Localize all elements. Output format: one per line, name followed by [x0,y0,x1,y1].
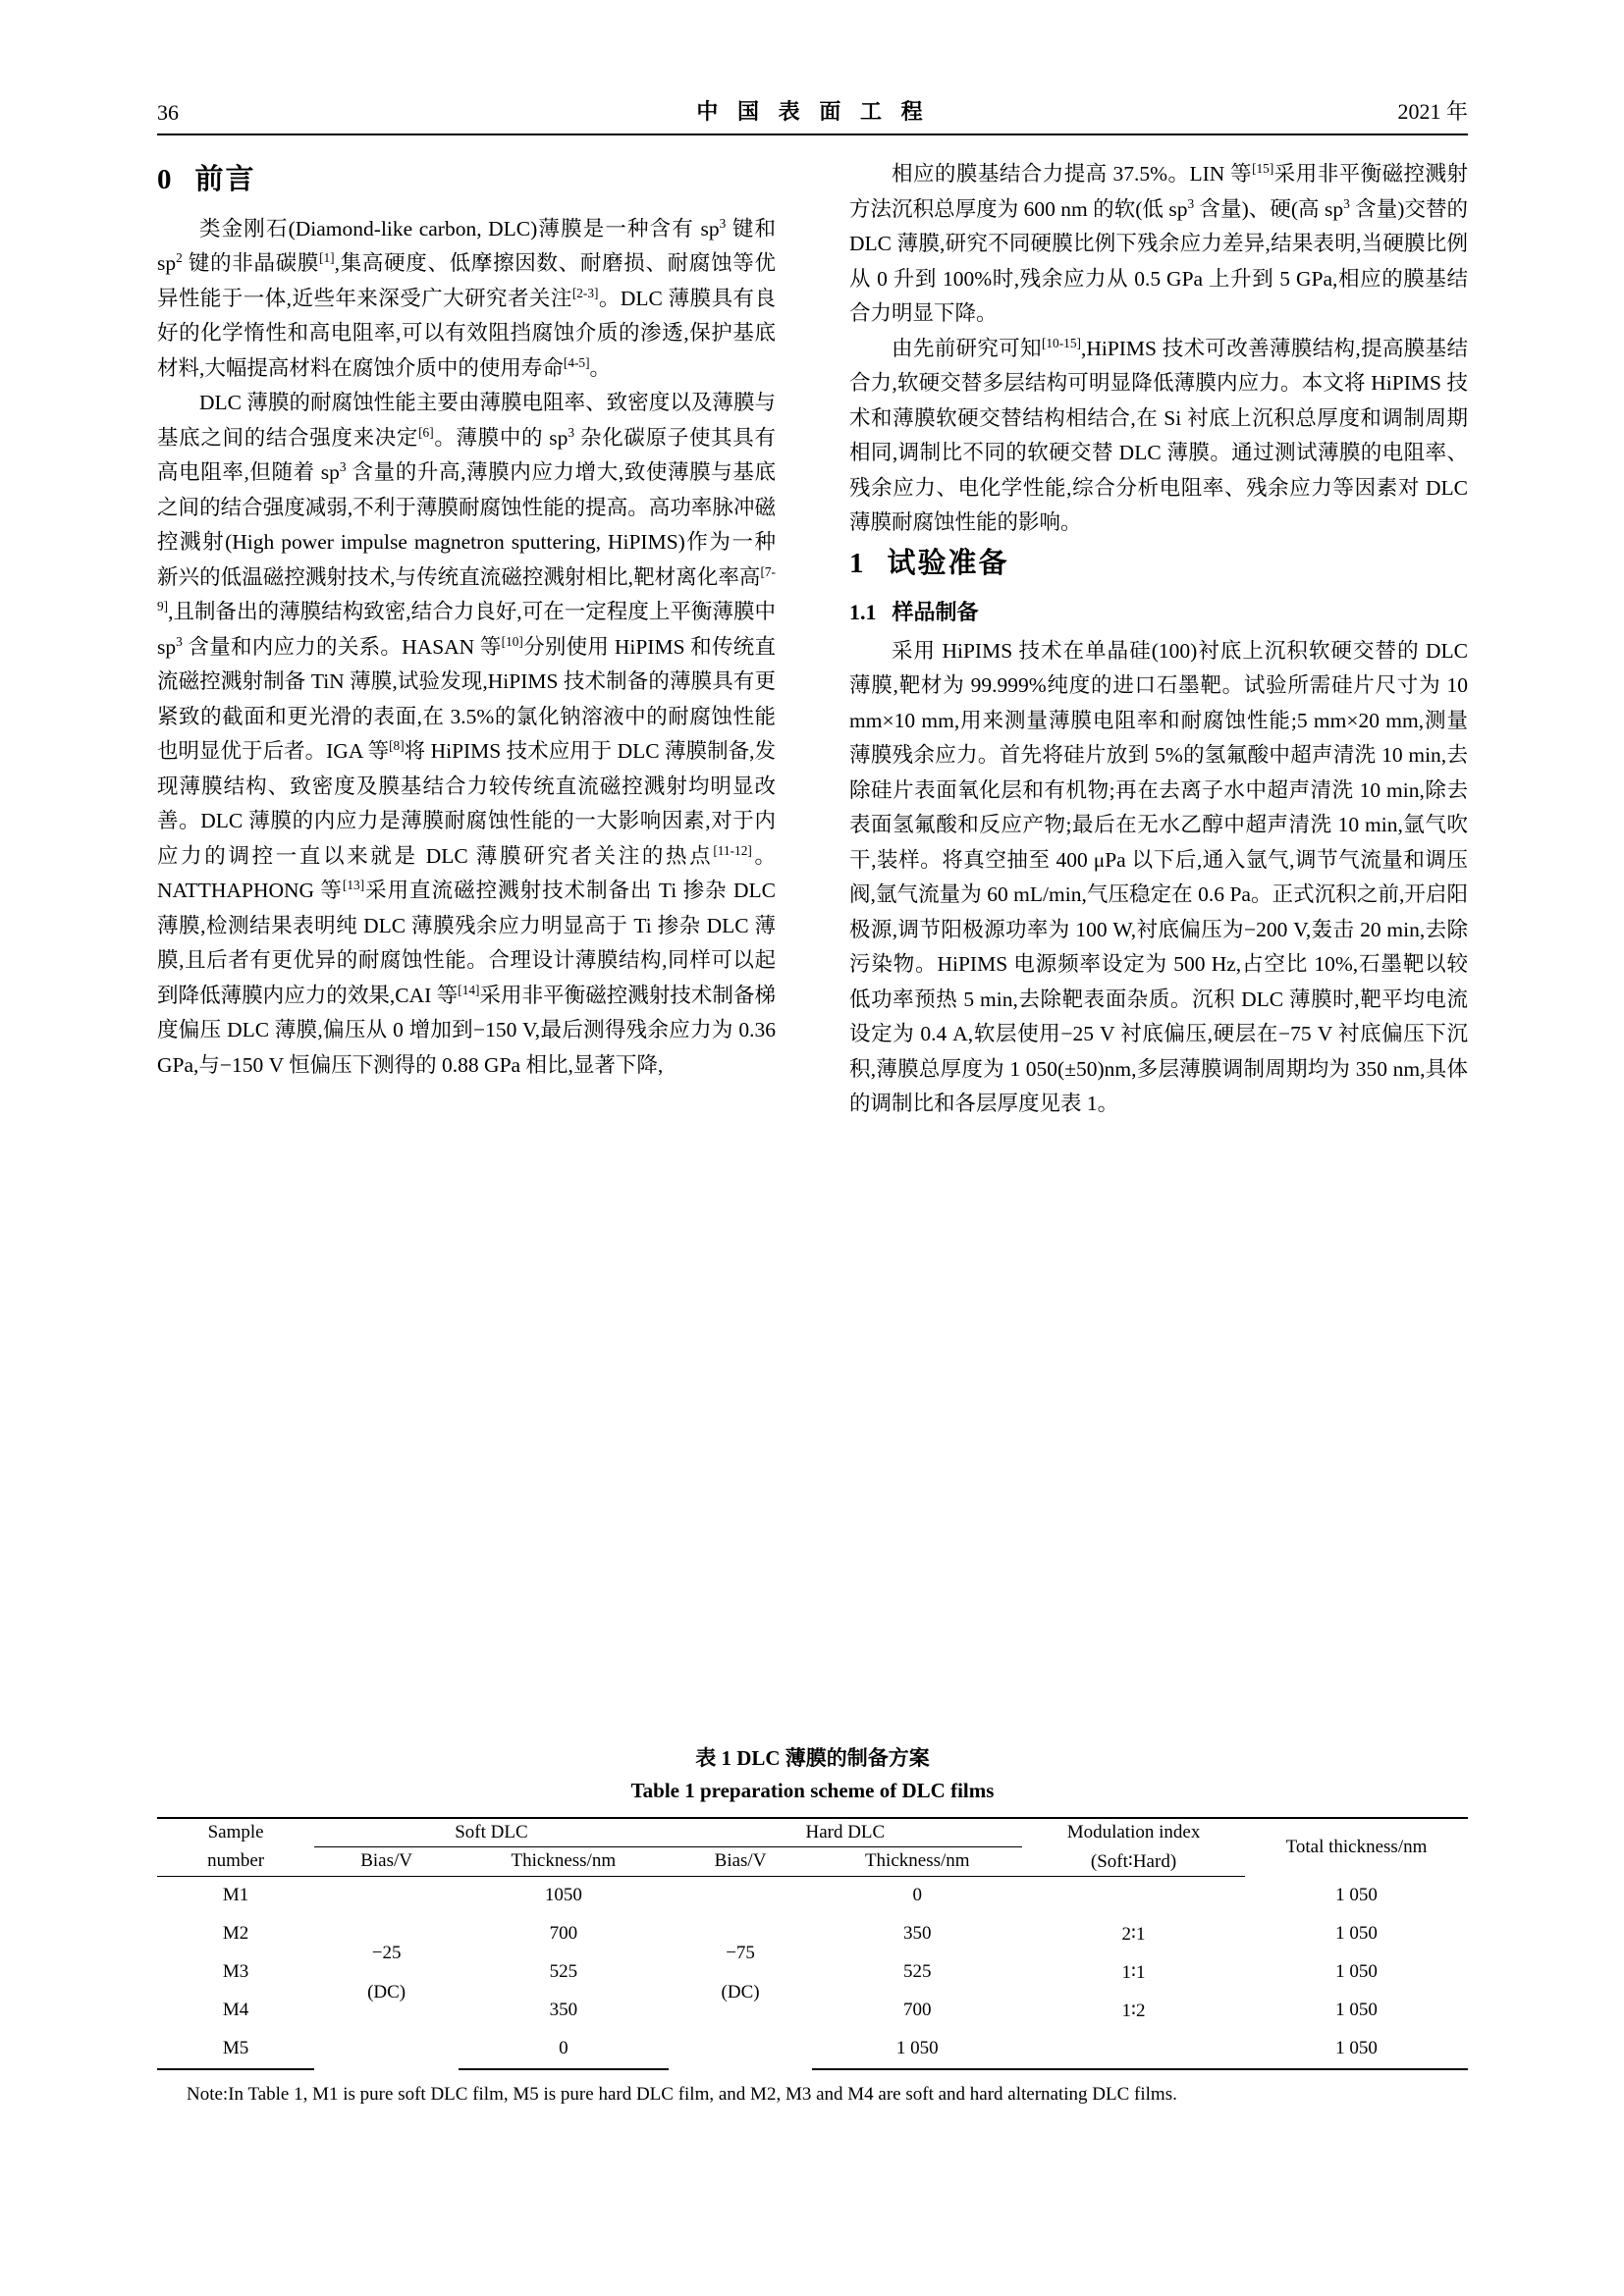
subsection-title: 样品制备 [892,600,979,624]
soft-bias-value: −25 [371,1942,402,1963]
page-number: 36 [157,100,179,125]
left-column [157,157,776,1083]
header-soft-bias: Bias/V [314,1847,459,1877]
cell-soft-bias [314,1876,459,2069]
subsection-number: 1.1 [849,600,877,624]
table-row [157,1876,1468,1915]
journal-title: 中 国 表 面 工 程 [696,99,929,125]
cell-modulation: 2∶1 [1121,1923,1146,1945]
paragraph: 类金刚石(Diamond-like carbon, DLC)薄膜是一种含有 $sp^3$ 键和 $sp^2$ 键的非晶碳膜[1],集高硬度、低摩擦因数、耐磨损、耐腐蚀等优异性能于一体,近些年来深受广大研究者关注[2-3]。DLC 薄膜具有良好的化学惰性和高电阻率,可以有效阻挡腐蚀介质的渗透,保护基底材料,大幅提高材料在腐蚀介质中的使用寿命[4-5]。 [157,215,776,380]
header-sample-line2: number [157,1847,314,1877]
publication-year: 2021 年 [1397,99,1468,124]
cell-modulation: 1∶1 [1121,1961,1146,1983]
header-modulation-sub: (Soft∶Hard) [1022,1847,1245,1877]
cell-total: 1 050 [1335,2000,1378,2020]
table-header-row-1 [157,1818,1468,1847]
cell-hard-thickness: 0 [912,1885,923,1905]
hard-bias-note: (DC) [721,1981,760,2002]
table-caption-en: Table 1 preparation scheme of DLC films [630,1779,995,1802]
subsection-heading-1-1 [849,595,1468,630]
header-divider [157,133,1468,135]
soft-bias-note: (DC) [367,1981,406,2002]
dlc-preparation-table [157,1817,1468,2070]
cell-soft-thickness: 0 [459,2030,669,2069]
section-heading-1 [849,547,1468,582]
paragraph: 由先前研究可知[10-15],HiPIMS 技术可改善薄膜结构,提高膜基结合力,软硬交替多层结构可明显降低薄膜内应力。本文将 HiPIMS 技术和薄膜软硬交替结构相结合,在 Si 衬底上沉积总厚度和调制周期相同,调制比不同的软硬交替 DLC 薄膜。通过测试薄膜的电阻率、残余应力、电化学性能,综合分析电阻率、残余应力等因素对 DLC 薄膜耐腐蚀性能的影响。 [849,335,1468,534]
cell-modulation [1022,2030,1245,2069]
paragraph: DLC 薄膜的耐腐蚀性能主要由薄膜电阻率、致密度以及薄膜与基底之间的结合强度来决定[6]。薄膜中的 $sp^3$ 杂化碳原子使其具有高电阻率,但随着 $sp^3$ 含量的升高,薄膜内应力增大,致使薄膜与基底之间的结合强度减弱,不利于薄膜耐腐蚀性能的提高。高功率脉冲磁控溅射(High power impulse magnetron sputtering, HiPIMS)作为一种新兴的低温磁控溅射技术,与传统直流磁控溅射相比,靶材离化率高[7-9],且制备出的薄膜结构致密,结合力良好,可在一定程度上平衡薄膜中 $sp^3$ 含量和内应力的关系。HASAN 等[10]分别使用 HiPIMS 和传统直流磁控溅射制备 TiN 薄膜,试验发现,HiPIMS 技术制备的薄膜具有更紧致的截面和更光滑的表面,在 3.5%的氯化钠溶液中的耐腐蚀性能也明显优于后者。IGA 等[8]将 HiPIMS 技术应用于 DLC 薄膜制备,发现薄膜结构、致密度及膜基结合力较传统直流磁控溅射均明显改善。DLC 薄膜的内应力是薄膜耐腐蚀性能的一大影响因素,对于内应力的调控一直以来就是 DLC 薄膜研究者关注的热点[11-12]。NATTHAPHONG 等[13]采用直流磁控溅射技术制备出 Ti 掺杂 DLC 薄膜,检测结果表明纯 DLC 薄膜残余应力明显高于 Ti 掺杂 DLC 薄膜,且后者有更优异的耐腐蚀性能。合理设计薄膜结构,同样可以起到降低薄膜内应力的效果,CAI 等[14]采用非平衡磁控溅射技术制备梯度偏压 DLC 薄膜,偏压从 0 增加到−150 V,最后测得残余应力为 0.36 GPa,与−150 V 恒偏压下测得的 0.88 GPa 相比,显著下降, [157,391,776,1077]
cell-total: 1 050 [1245,2030,1468,2069]
header-modulation-group: Modulation index [1022,1818,1245,1847]
section-number: 0 [157,164,174,195]
cell-hard-thickness: 700 [903,2000,932,2020]
cell-sample: M4 [222,2000,249,2020]
cell-sample: M3 [222,1961,249,1982]
paragraph: 采用 HiPIMS 技术在单晶硅(100)衬底上沉积软硬交替的 DLC 薄膜,靶材为 99.999%纯度的进口石墨靶。试验所需硅片尺寸为 10 mm×10 mm,用来测量薄膜电阻率和耐腐蚀性能;5 mm×20 mm,测量薄膜残余应力。首先将硅片放到 5%的氢氟酸中超声清洗 10 min,去除硅片表面氧化层和有机物;再在去离子水中超声清洗 10 min,除去表面氢氟酸和反应产物;最后在无水乙醇中超声清洗 10 min,氩气吹干,装样。将真空抽至 400 μPa 以下后,通入氩气,调节气流量和调压阀,氩气流量为 60 mL/min,气压稳定在 0.6 Pa。正式沉积之前,开启阳极源,调节阳极源功率为 100 W,衬底偏压为−200 V,轰击 20 min,去除污染物。HiPIMS 电源频率设定为 500 Hz,占空比 10%,石墨靶以较低功率预热 5 min,去除靶表面杂质。沉积 DLC 薄膜时,靶平均电流设定为 0.4 A,软层使用−25 V 衬底偏压,硬层在−75 V 衬底偏压下沉积,薄膜总厚度为 1 050(±50)nm,多层薄膜调制周期均为 350 nm,具体的调制比和各层厚度见表 1。 [849,638,1468,1115]
header-hard-bias: Bias/V [669,1847,813,1877]
header-hard-group: Hard DLC [669,1818,1022,1847]
section-title: 试验准备 [887,547,1009,579]
header-soft-group: Soft DLC [314,1818,668,1847]
page-header [157,86,1468,126]
cell-total: 1 050 [1335,1923,1378,1944]
cell-hard-thickness: 525 [903,1961,932,1982]
header-sample-line1: Sample [157,1818,314,1847]
header-soft-thickness: Thickness/nm [459,1847,669,1877]
section-heading-0 [157,163,776,198]
cell-hard-thickness: 350 [903,1923,932,1944]
paragraph: 相应的膜基结合力提高 37.5%。LIN 等[15]采用非平衡磁控溅射方法沉积总厚度为 600 nm 的软(低 $sp^3$ 含量)、硬(高 $sp^3$ 含量)交替的 DLC 薄膜,研究不同硬膜比例下残余应力差异,结果表明,当硬膜比例从 0 升到 100%时,残余应力从 0.5 GPa 上升到 5 GPa,相应的膜基结合力明显下降。 [849,160,1468,325]
header-hard-thickness: Thickness/nm [812,1847,1022,1877]
cell-soft-thickness: 1050 [544,1885,582,1905]
table-caption-cn: 表 1 DLC 薄膜的制备方案 [695,1746,930,1770]
cell-hard-thickness: 1 050 [812,2030,1022,2069]
section-title: 前言 [194,164,256,195]
section-number: 1 [849,547,866,579]
cell-sample: M5 [157,2030,314,2069]
cell-hard-bias [669,1876,813,2069]
cell-soft-thickness: 700 [549,1923,578,1944]
hard-bias-value: −75 [726,1942,755,1963]
cell-soft-thickness: 350 [549,2000,578,2020]
cell-sample: M2 [222,1923,249,1944]
header-total-thickness: Total thickness/nm [1245,1818,1468,1876]
right-column [849,157,1468,1122]
table-1-block [157,1742,1468,2106]
cell-total: 1 050 [1335,1884,1378,1905]
cell-sample: M1 [222,1885,249,1905]
table-note: Note:In Table 1, M1 is pure soft DLC film, M5 is pure hard DLC film, and M2, M3 and M4 are soft and hard alternating DLC films. [187,2083,1177,2105]
cell-soft-thickness: 525 [549,1961,578,1982]
cell-modulation: 1∶2 [1121,2000,1146,2021]
cell-modulation [1022,1876,1245,1915]
cell-total: 1 050 [1335,1961,1378,1982]
